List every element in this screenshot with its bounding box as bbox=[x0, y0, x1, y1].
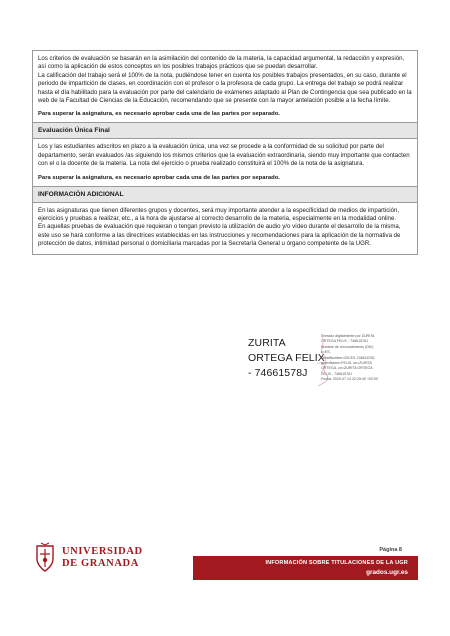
page-footer bbox=[0, 540, 450, 636]
digital-signature bbox=[248, 336, 423, 386]
adicional-section bbox=[33, 187, 417, 254]
unica-heading: Evaluación Única Final bbox=[33, 123, 417, 139]
sig-meta-line: Firmado digitalmente por ZURITA bbox=[321, 334, 375, 338]
criteria-paragraph-1: Los criterios de evaluación se basarán en la asimilación del contenido de la materia, la capacidad argumental, la redacción y expresión, así como la aplicación de estos conceptos en los posibles trabajos prácticos que se puedan desarrollar. bbox=[38, 55, 405, 71]
adicional-heading: INFORMACIÓN ADICIONAL bbox=[33, 187, 417, 203]
banner-title: INFORMACIÓN SOBRE TITULACIONES DE LA UGR bbox=[265, 560, 408, 566]
university-crest-icon bbox=[34, 542, 56, 574]
sig-meta-line: Fecha: 2020.07.14 22:29:40 +02'00' bbox=[321, 377, 379, 382]
unica-paragraph-1: Los y las estudiantes adscritos en plazo a la evaluación única, una vez se procede a la conformidad de su solicitud por parte del departamento, serán evaluados /as siguiendo los mismos criterios que la evaluación extraordinaria, siendo muy importante que contacten con el o la docente de la materia. La nota del ejercicio o prueba realizado constituirá el 100% de la nota de la asignatura. bbox=[38, 143, 410, 168]
sig-meta-line: Nombre de reconocimiento (DN): bbox=[321, 344, 374, 349]
university-name-line-2: DE GRANADA bbox=[62, 558, 139, 569]
university-name bbox=[62, 546, 143, 570]
sig-meta-line: ORTEGA, cn=ZURITA ORTEGA bbox=[321, 366, 373, 371]
signer-name-line-2: ORTEGA FELIX bbox=[248, 352, 325, 364]
signature-metadata bbox=[321, 334, 421, 383]
signer-name-line-1: ZURITA bbox=[248, 337, 286, 349]
sig-meta-line: ORTEGA FELIX - 74661578J bbox=[321, 339, 368, 344]
university-name-line-1: UNIVERSIDAD bbox=[62, 546, 143, 557]
adicional-paragraph-2: En aquellas pruebas de evaluación que requieran o tengan previsto la utilización de audio y/o vídeo durante el desarrollo de la misma, este uso se hará conforme a las directrices establecidas en las instrucciones y recomendaciones para la aplicación de la normativa de protección de datos, intimidad personal o domiciliaria marcadas por la Secretaría General u órgano competente de la UGR. bbox=[38, 223, 401, 248]
sig-meta-line: FELIX - 74661578J bbox=[321, 371, 352, 376]
evaluation-content-box bbox=[32, 50, 418, 255]
signer-name-line-3: - 74661578J bbox=[248, 367, 308, 379]
sig-meta-line: c=ES, bbox=[321, 350, 331, 355]
banner-url-link[interactable]: grados.ugr.es bbox=[366, 569, 408, 576]
page-number: Página 8 bbox=[379, 547, 402, 553]
unica-pass-note: Para superar la asignatura, es necesario aprobar cada una de las partes por separado. bbox=[38, 174, 280, 181]
unica-section bbox=[33, 123, 417, 186]
sig-meta-line: givenName=FELIX, sn=ZURITA bbox=[321, 361, 372, 366]
criteria-section bbox=[33, 51, 417, 123]
titulaciones-banner bbox=[193, 556, 418, 580]
sig-meta-line: serialNumber=IDCES-74661578J, bbox=[321, 355, 376, 360]
criteria-paragraph-2: La calificación del trabajo será el 100% de la nota, pudiéndose tener en cuenta los posibles trabajos presentados, en su caso, durante el periodo de impartición de clases, en coordinación con el profesor o la profesora de cada grupo. La entrega del trabajo se podrá realizar hasta el día habilitado para la evaluación por parte del calendario de exámenes adaptado al Plan de Contingencia que sea publicado en la web de la Facultad de Ciencias de la Educación, recomendando que se presente con la mayor antelación posible a la fecha límite. bbox=[38, 71, 412, 105]
criteria-pass-note: Para superar la asignatura, es necesario aprobar cada una de las partes por separado. bbox=[38, 111, 280, 118]
adicional-paragraph-1: En las asignaturas que tienen diferentes grupos y docentes, será muy importante atender a la especificidad de medios de impartición, ejercicios y pruebas a realizar, etc., a la hora de ajustarse al correcto desarrollo de la materia, especialmente en la modalidad online. bbox=[38, 206, 400, 223]
